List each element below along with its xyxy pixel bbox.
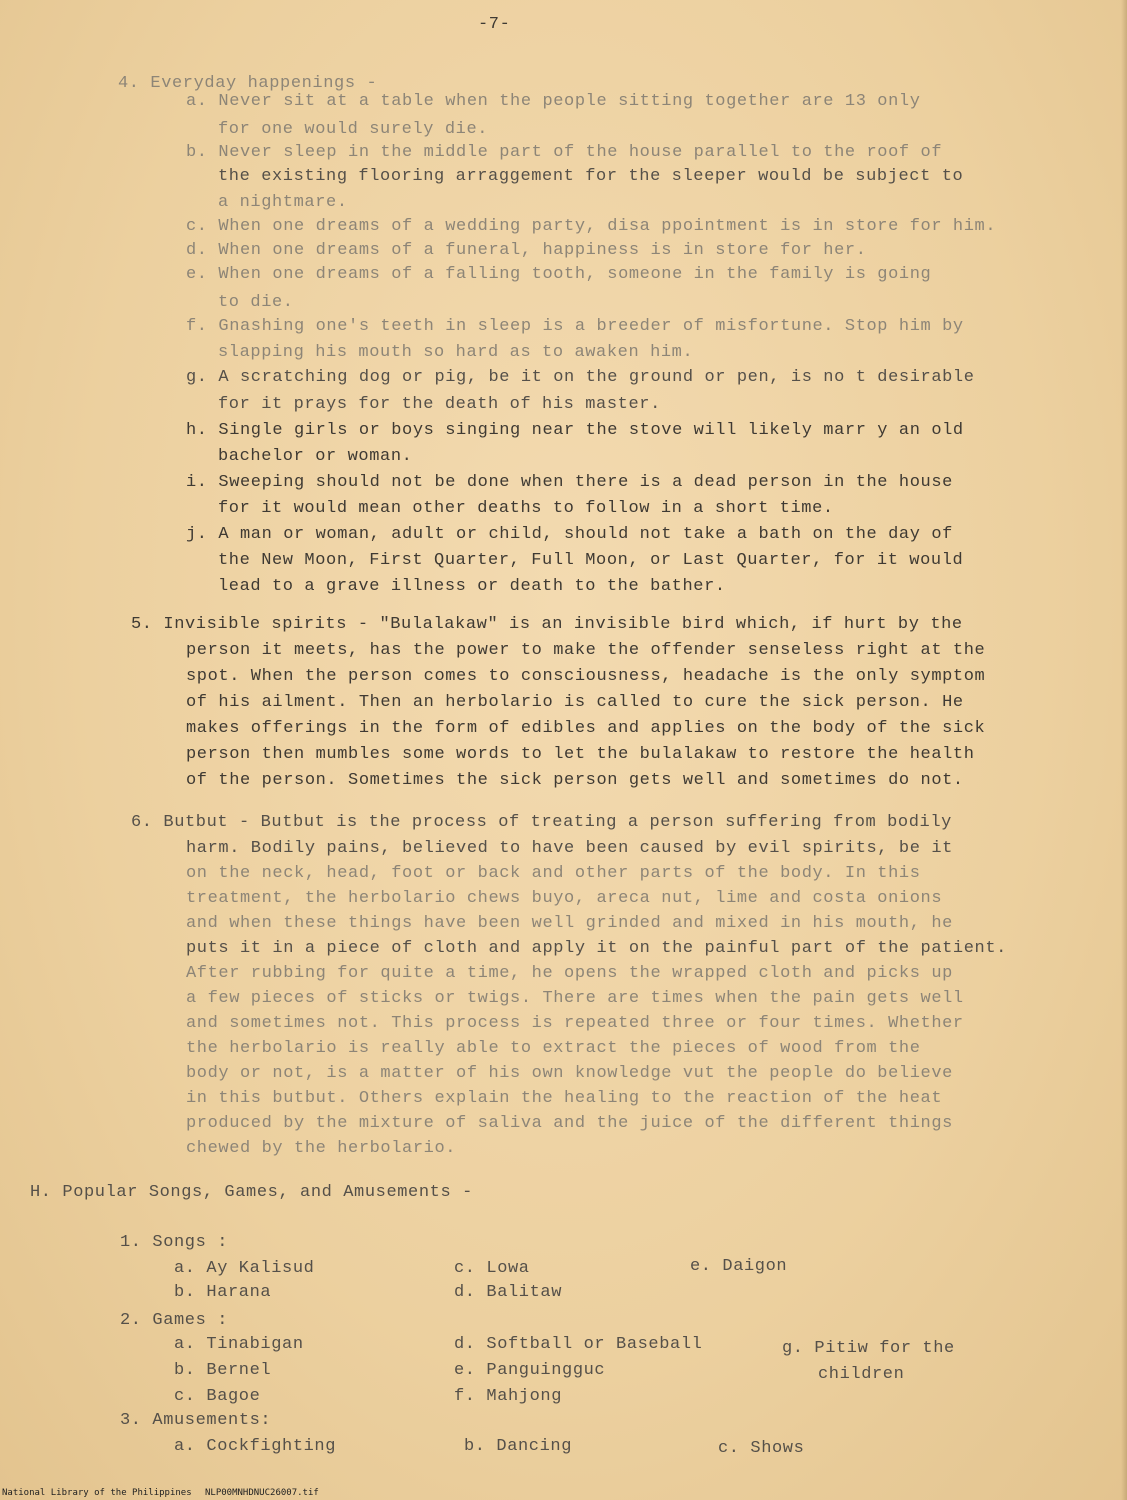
amusement-b: b. Dancing xyxy=(464,1437,573,1456)
item-4b-line3: a nightmare. xyxy=(218,193,348,212)
item-4g-line2: for it prays for the death of his master. xyxy=(218,395,661,414)
section-6-line11: body or not, is a matter of his own knowledge vut the people do believe xyxy=(186,1064,953,1083)
section-6-line12: in this butbut. Others explain the healing to the reaction of the heat xyxy=(186,1089,943,1108)
section-6-line5: and when these things have been well grinded and mixed in his mouth, he xyxy=(186,914,953,933)
item-4e-line2: to die. xyxy=(218,293,294,312)
game-g-line1: g. Pitiw for the xyxy=(782,1339,955,1358)
page-number: -7- xyxy=(478,15,511,34)
item-4j-line2: the New Moon, First Quarter, Full Moon, or Last Quarter, for it would xyxy=(218,551,964,570)
games-label: 2. Games : xyxy=(120,1311,229,1330)
footer-filename: NLP00MNHDNUC26007.tif xyxy=(205,1488,319,1498)
item-4j-line3: lead to a grave illness or death to the bather. xyxy=(218,577,726,596)
section-5-line1: 5. Invisible spirits - "Bulalakaw" is an invisible bird which, if hurt by the xyxy=(131,615,963,634)
item-4a-line1: a. Never sit at a table when the people sitting together are 13 only xyxy=(186,92,921,111)
song-c: c. Lowa xyxy=(454,1259,530,1278)
item-4h-line1: h. Single girls or boys singing near the stove will likely marr y an old xyxy=(186,421,964,440)
section-5-line3: spot. When the person comes to consciousness, headache is the only symptom xyxy=(186,667,986,686)
item-4c: c. When one dreams of a wedding party, disa ppointment is in store for him. xyxy=(186,217,997,236)
songs-label: 1. Songs : xyxy=(120,1233,229,1252)
section-5-line6: person then mumbles some words to let the bulalakaw to restore the health xyxy=(186,745,975,764)
section-6-line2: harm. Bodily pains, believed to have been caused by evil spirits, be it xyxy=(186,839,953,858)
section-5-line5: makes offerings in the form of edibles and applies on the body of the sick xyxy=(186,719,986,738)
game-c: c. Bagoe xyxy=(174,1387,261,1406)
item-4b-line1: b. Never sleep in the middle part of the house parallel to the roof of xyxy=(186,143,943,162)
section-6-line4: treatment, the herbolario chews buyo, areca nut, lime and costa onions xyxy=(186,889,943,908)
section-6-line6: puts it in a piece of cloth and apply it on the painful part of the patient. xyxy=(186,939,1007,958)
section-6-line13: produced by the mixture of saliva and the juice of the different things xyxy=(186,1114,953,1133)
game-e: e. Panguingguc xyxy=(454,1361,606,1380)
song-d: d. Balitaw xyxy=(454,1283,563,1302)
item-4g-line1: g. A scratching dog or pig, be it on the ground or pen, is no t desirable xyxy=(186,368,975,387)
song-a: a. Ay Kalisud xyxy=(174,1259,315,1278)
section-h-heading: H. Popular Songs, Games, and Amusements - xyxy=(30,1183,473,1202)
item-4e-line1: e. When one dreams of a falling tooth, someone in the family is going xyxy=(186,265,932,284)
page-edge-shadow xyxy=(1121,0,1127,1500)
game-f: f. Mahjong xyxy=(454,1387,563,1406)
item-4f-line2: slapping his mouth so hard as to awaken him. xyxy=(218,343,694,362)
item-4i-line1: i. Sweeping should not be done when there is a dead person in the house xyxy=(186,473,953,492)
footer-library: National Library of the Philippines xyxy=(2,1488,192,1498)
section-6-line8: a few pieces of sticks or twigs. There are times when the pain gets well xyxy=(186,989,964,1008)
item-4i-line2: for it would mean other deaths to follow in a short time. xyxy=(218,499,834,518)
amusement-a: a. Cockfighting xyxy=(174,1437,337,1456)
game-b: b. Bernel xyxy=(174,1361,272,1380)
section-5-line2: person it meets, has the power to make the offender senseless right at the xyxy=(186,641,986,660)
song-e: e. Daigon xyxy=(690,1257,788,1276)
section-5-line7: of the person. Sometimes the sick person gets well and sometimes do not. xyxy=(186,771,964,790)
amusements-label: 3. Amusements: xyxy=(120,1411,272,1430)
item-4d: d. When one dreams of a funeral, happiness is in store for her. xyxy=(186,241,867,260)
song-b: b. Harana xyxy=(174,1283,272,1302)
game-d: d. Softball or Baseball xyxy=(454,1335,703,1354)
item-4j-line1: j. A man or woman, adult or child, should not take a bath on the day of xyxy=(186,525,953,544)
section-6-line7: After rubbing for quite a time, he opens the wrapped cloth and picks up xyxy=(186,964,953,983)
section-4-heading: 4. Everyday happenings - xyxy=(118,74,378,93)
item-4h-line2: bachelor or woman. xyxy=(218,447,413,466)
section-6-line3: on the neck, head, foot or back and other parts of the body. In this xyxy=(186,864,921,883)
section-5-line4: of his ailment. Then an herbolario is called to cure the sick person. He xyxy=(186,693,964,712)
section-6-line1: 6. Butbut - Butbut is the process of treating a person suffering from bodily xyxy=(131,813,952,832)
section-6-line14: chewed by the herbolario. xyxy=(186,1139,457,1158)
item-4a-line2: for one would surely die. xyxy=(218,120,489,139)
item-4b-line2: the existing flooring arraggement for the sleeper would be subject to xyxy=(218,167,964,186)
item-4f-line1: f. Gnashing one's teeth in sleep is a breeder of misfortune. Stop him by xyxy=(186,317,964,336)
section-6-line10: the herbolario is really able to extract the pieces of wood from the xyxy=(186,1039,921,1058)
game-a: a. Tinabigan xyxy=(174,1335,304,1354)
amusement-c: c. Shows xyxy=(718,1439,805,1458)
section-6-line9: and sometimes not. This process is repeated three or four times. Whether xyxy=(186,1014,964,1033)
game-g-line2: children xyxy=(818,1365,905,1384)
